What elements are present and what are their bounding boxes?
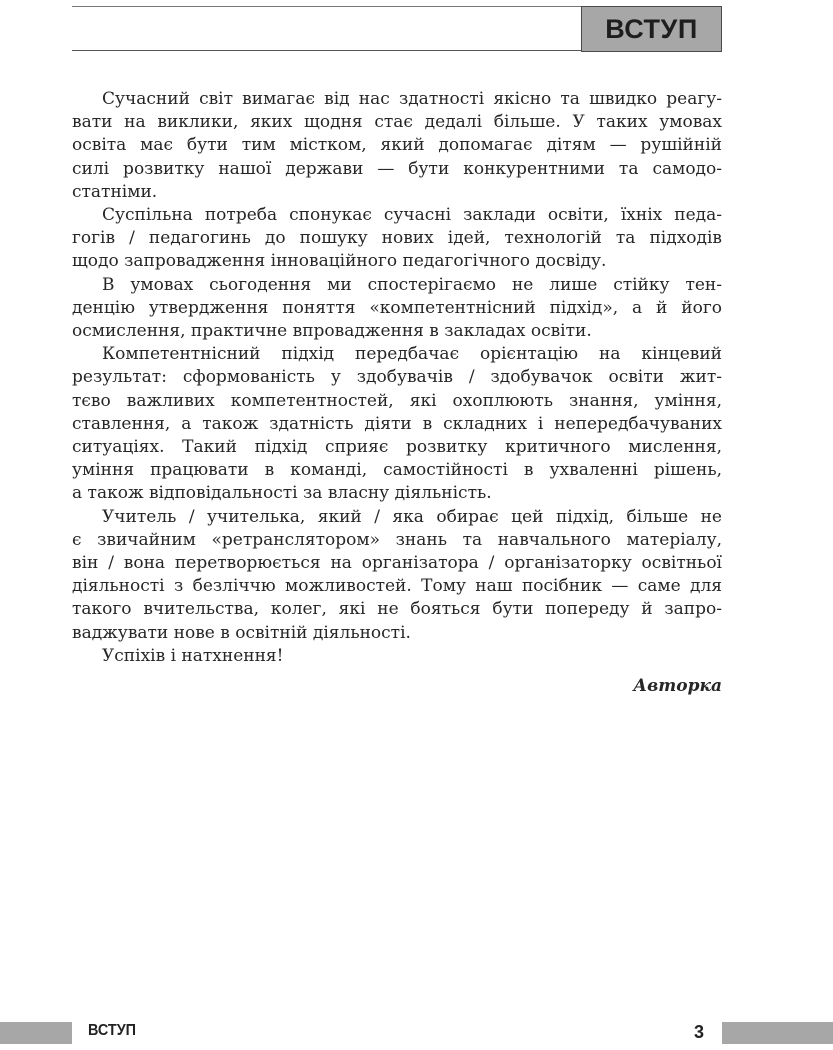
text-line: Суспільна потреба спонукає сучасні заклади освіти, їхніх педа- [102,205,722,226]
text-line: Успіхів і натхнення! [102,645,284,666]
text-line: осмислення, практичне впровадження в закладах освіти. [72,321,592,342]
text-line: ситуаціях. Такий підхід сприяє розвитку критичного мислення, [72,437,722,458]
author-signature: Авторка [633,676,722,696]
text-line: тєво важливих компетентностей, які охоплюють знання, уміння, [72,390,722,411]
footer-section-label: ВСТУП [88,1022,136,1039]
page-number: 3 [694,1022,705,1042]
text-line: ставлення, а також здатність діяти в складних і непередбачуваних [72,413,722,434]
text-line: уміння працювати в команді, самостійності в ухваленні рішень, [72,460,722,481]
text-line: результат: сформованість у здобувачів / здобувачок освіти жит- [72,367,722,388]
text-line: Учитель / учителька, який / яка обирає цей підхід, більше не [102,506,722,527]
text-line: В умовах сьогодення ми спостерігаємо не лише стійку тен- [102,274,722,295]
text-line: силі розвитку нашої держави — бути конкурентними та самодо- [72,158,722,179]
text-line: діяльності з безліччю можливостей. Тому наш посібник — саме для [72,576,722,597]
section-title: ВСТУП [605,13,698,44]
intro-text [72,88,722,668]
text-line: вати на виклики, яких щодня стає дедалі більше. У таких умовах [72,112,722,133]
text-line: освіта має бути тим містком, який допомагає дітям — рушійній [72,135,722,156]
text-line: Компетентнісний підхід передбачає орієнтацію на кінцевий [102,344,722,365]
footer-bar-right [722,1022,833,1044]
header-rule [72,50,582,51]
text-line: а також відповідальності за власну діяльність. [72,483,492,504]
section-title-box [581,6,722,52]
text-line: денцію утвердження поняття «компетентнісний підхід», а й його [72,297,722,318]
text-line: щодо запровадження інноваційного педагогічного досвіду. [72,251,607,272]
text-line: ваджувати нове в освітній діяльності. [72,622,411,643]
text-line: він / вона перетворюється на організатора / організаторку освітньої [72,553,722,574]
footer-bar-left [0,1022,72,1044]
text-line: Сучасний світ вимагає від нас здатності якісно та швидко реагу- [102,89,722,109]
text-line: статніми. [72,181,158,202]
text-line: гогів / педагогинь до пошуку нових ідей, технологій та підходів [72,228,722,249]
text-line: є звичайним «ретранслятором» знань та навчального матеріалу, [72,529,722,550]
text-line: такого вчительства, колег, які не бояться бути попереду й запро- [72,599,722,620]
